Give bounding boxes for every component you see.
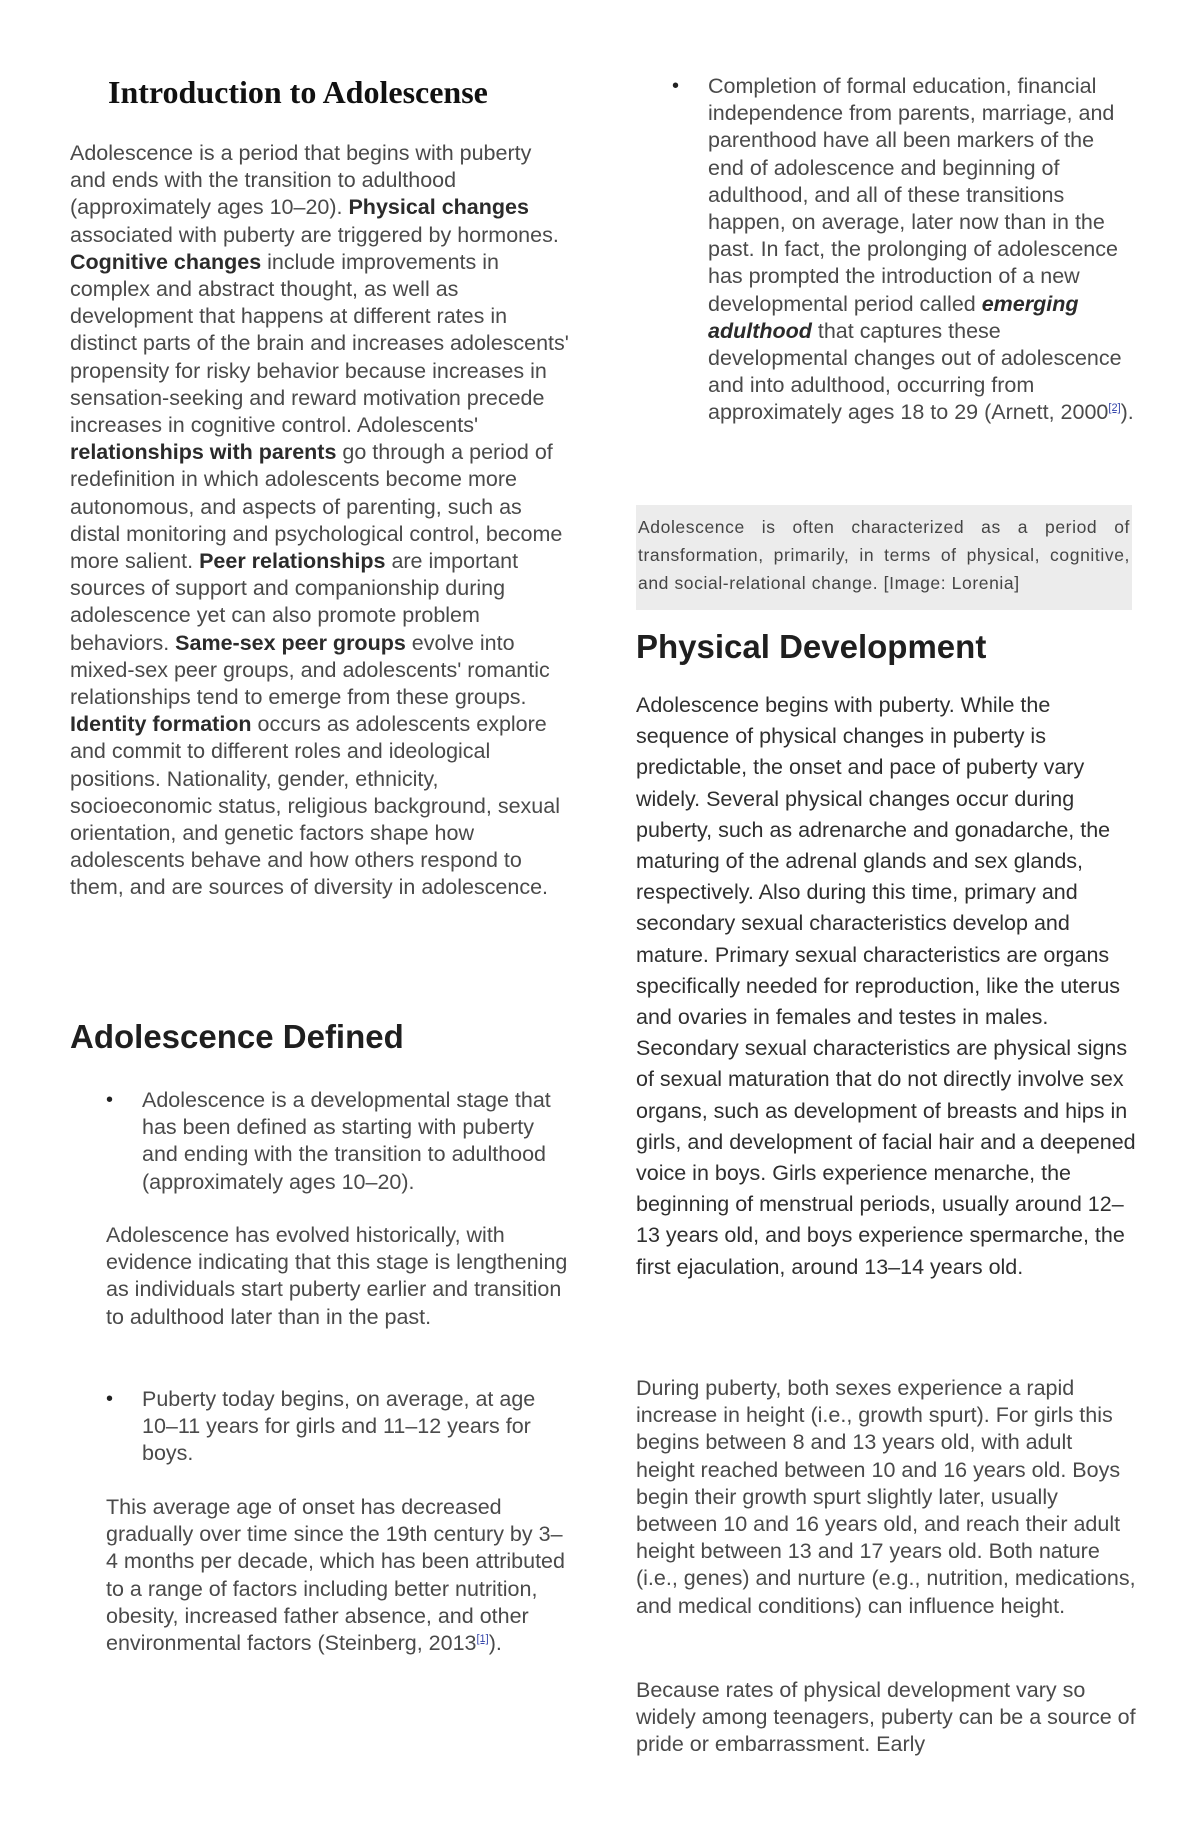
intro-text: are important sources of support and companionship during adolescence yet can also promote problem behaviors. [70,549,519,655]
term-same-sex-peer-groups: Same-sex peer groups [175,630,406,655]
section-heading-physical-development: Physical Development [636,628,987,665]
page-title: Introduction to Adolescense [108,74,488,110]
term-physical-changes: Physical changes [348,195,529,220]
list-item-text: Adolescence is a developmental stage that has been defined as starting with puberty and ending with the transition to adulthood (approximately ages 10–20). [142,1088,551,1194]
paragraph-text-end: ). [488,1631,502,1656]
intro-text: evolve into mixed-sex peer groups, and adolescents' romantic relationships tend to emerge from these groups. [70,630,550,710]
intro-text: associated with puberty are triggered by hormones. [70,222,559,247]
paragraph-average-onset [106,1494,568,1657]
bullet-list [106,1386,566,1468]
list-item [106,1087,566,1196]
intro-text: include improvements in complex and abstract thought, as well as development that happens at different rates in distinct parts of the brain and increases adolescents' propensity for risky behavior because increases in sensation-seeking and reward motivation precede increases in cognitive control. Adolescents' [70,249,569,438]
list-item-text: Completion of formal education, financial independence from parents, marriage, and parenthood have all been markers of the end of adolescence and beginning of adulthood, and all of these transitions happen, on average, later now than in the past. In fact, the prolonging of adolescence has prompted the introduction of a new developmental period called [708,74,1118,316]
citation-link-1[interactable]: [1] [476,1632,489,1645]
paragraph-evolved: Adolescence has evolved historically, with evidence indicating that this stage is lengthening as individuals start puberty earlier and transition to adulthood later than in the past. [106,1223,568,1329]
intro-text: go through a period of redefinition in which adolescents become more autonomous, and aspects of parenting, such as distal monitoring and psychological control, become more salient. [70,440,563,574]
term-cognitive-changes: Cognitive changes [70,249,262,274]
bullet-icon: • [672,75,680,97]
section-heading-adolescence-defined: Adolescence Defined [70,1018,404,1055]
intro-text: occurs as adolescents explore and commit to different roles and ideological positions. Nationality, gender, ethnicity, socioeconomic status, religious background, sexual orientation, and genetic factors shape how adolescents behave and how others respond to them, and are sources of diversity in adolescence. [70,712,560,900]
intro-paragraph [70,140,570,902]
bullet-list [672,73,1134,427]
image-caption: Adolescence is often characterized as a period of transformation, primarily, in terms of physical, cognitive, and social-relational change. [Image: Lorenia] [636,505,1132,610]
list-item [672,73,1134,427]
list-item-text: Puberty today begins, on average, at age 10–11 years for girls and 11–12 years for boys. [142,1387,536,1466]
bullet-icon: • [106,1089,114,1111]
term-relationships-with-parents: relationships with parents [70,440,337,465]
term-emerging-adulthood: emerging adulthood [708,291,1079,343]
list-item-text-end: ). [1120,400,1134,425]
list-item [106,1386,566,1468]
intro-text: Adolescence is a period that begins with puberty and ends with the transition to adulthood (approximately ages 10–20). [70,141,532,220]
term-peer-relationships: Peer relationships [199,549,386,574]
paragraph-puberty: Adolescence begins with puberty. While the sequence of physical changes in puberty is predictable, the onset and pace of puberty vary widely. Several physical changes occur during puberty, such as adrenarche and gonadarche, the maturing of the adrenal glands and sex glands, respectively. Also during this time, primary and secondary sexual characteristics develop and mature. Primary sexual characteristics are organs specifically needed for reproduction, like the uterus and ovaries in females and testes in males. Secondary sexual characteristics are physical signs of sexual maturation that do not directly involve sex organs, such as development of breasts and hips in girls, and development of facial hair and a deepened voice in boys. Girls experience menarche, the beginning of menstrual periods, usually around 12–13 years old, and boys experience spermarche, the first ejaculation, around 13–14 years old. [636,693,1136,1279]
bullet-icon: • [106,1388,114,1410]
term-identity-formation: Identity formation [70,712,252,737]
paragraph-growth-spurt: During puberty, both sexes experience a rapid increase in height (i.e., growth spurt). For girls this begins between 8 and 13 years old, with adult height reached between 10 and 16 years old. Boys begin their growth spurt slightly later, usually between 10 and 16 years old, and reach their adult height between 13 and 17 years old. Both nature (i.e., genes) and nurture (e.g., nutrition, medications, and medical conditions) can influence height. [636,1376,1136,1618]
paragraph-rates: Because rates of physical development vary so widely among teenagers, puberty can be a source of pride or embarrassment. Early [636,1678,1136,1757]
list-item-text: that captures these developmental changes out of adolescence and into adulthood, occurring from approximately ages 18 to 29 (Arnett, 2000 [708,318,1122,425]
paragraph-text: This average age of onset has decreased gradually over time since the 19th century by 3–4 months per decade, which has been attributed to a range of factors including better nutrition, obesity, increased father absence, and other environmental factors (Steinberg, 2013 [106,1495,565,1656]
citation-link-2[interactable]: [2] [1108,402,1121,415]
bullet-list [106,1087,566,1196]
